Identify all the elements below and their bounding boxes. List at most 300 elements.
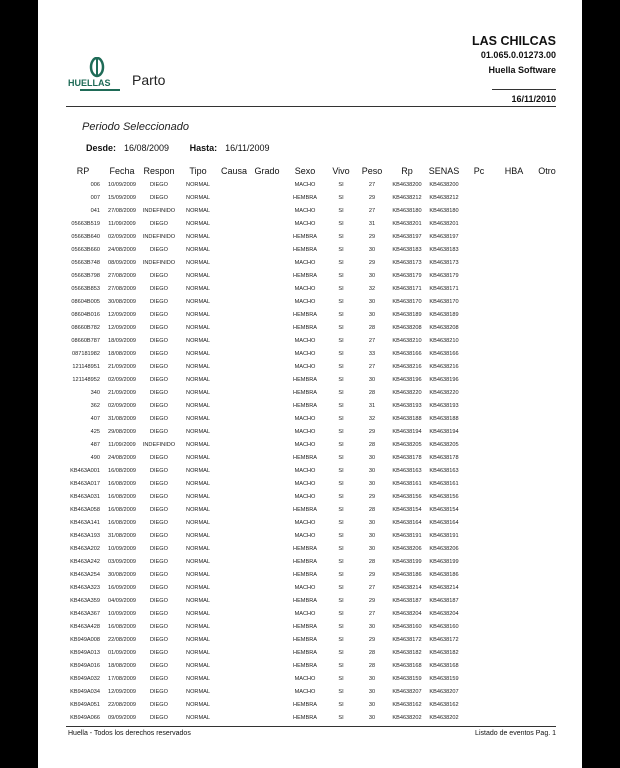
period-range <box>86 143 287 153</box>
table-cell: NORMAL <box>186 454 210 461</box>
table-cell <box>462 607 496 620</box>
period-title: Periodo Seleccionado <box>82 121 190 133</box>
table-cell: SI <box>338 532 344 539</box>
table-row <box>62 425 562 438</box>
column-header: Fecha <box>109 165 135 176</box>
table-cell: NORMAL <box>186 610 210 617</box>
table-cell <box>462 477 496 490</box>
table-cell: MACHO <box>294 363 316 370</box>
table-cell: DIEGO <box>149 623 169 630</box>
table-cell <box>496 334 532 347</box>
table-cell <box>532 308 562 321</box>
table-cell: 006 <box>90 181 100 188</box>
table-cell: SI <box>338 389 344 396</box>
table-cell <box>218 568 250 581</box>
table-cell <box>496 308 532 321</box>
table-cell: DIEGO <box>149 649 169 656</box>
table-cell: DIEGO <box>149 363 169 370</box>
table-cell: MACHO <box>294 441 316 448</box>
table-cell <box>532 698 562 711</box>
table-cell: 27 <box>368 363 376 370</box>
table-cell <box>250 516 284 529</box>
table-row <box>62 178 562 191</box>
table-cell: NORMAL <box>186 415 210 422</box>
table-row <box>62 412 562 425</box>
table-cell: INDEFINIDO <box>142 441 176 448</box>
table-cell: KB4638205 <box>429 441 459 448</box>
table-cell <box>218 490 250 503</box>
table-cell: 05663B748 <box>71 259 100 266</box>
table-cell: MACHO <box>294 467 316 474</box>
table-cell: 28 <box>368 558 376 565</box>
table-cell: KB4638201 <box>392 220 422 227</box>
table-cell: 12/09/2009 <box>108 688 136 695</box>
table-cell: 22/08/2009 <box>108 636 136 643</box>
table-cell: SI <box>338 623 344 630</box>
table-cell: KB4638172 <box>392 636 422 643</box>
table-cell <box>532 178 562 191</box>
table-cell <box>250 672 284 685</box>
table-cell <box>462 464 496 477</box>
table-cell: KB463A017 <box>70 480 100 487</box>
table-cell: 29 <box>368 493 376 500</box>
table-cell: KB463A323 <box>70 584 100 591</box>
footer-divider <box>66 726 556 727</box>
table-row <box>62 217 562 230</box>
table-cell <box>218 633 250 646</box>
table-cell: 10/09/2009 <box>108 181 136 188</box>
table-cell <box>250 334 284 347</box>
table-cell <box>462 360 496 373</box>
table-cell <box>496 178 532 191</box>
table-cell <box>250 204 284 217</box>
table-cell: 16/08/2009 <box>108 519 136 526</box>
table-cell: KB4638191 <box>429 532 459 539</box>
table-cell: KB463A242 <box>70 558 100 565</box>
table-cell: 30 <box>368 311 376 318</box>
table-cell: SI <box>338 701 344 708</box>
table-cell: KB4638194 <box>392 428 422 435</box>
table-cell: KB4638189 <box>392 311 422 318</box>
column-header: Vivo <box>332 165 350 176</box>
table-cell: 05663B798 <box>71 272 100 279</box>
table-cell <box>462 191 496 204</box>
table-cell: KB4638193 <box>429 402 459 409</box>
table-cell <box>462 711 496 724</box>
table-cell: DIEGO <box>149 337 169 344</box>
table-cell: DIEGO <box>149 324 169 331</box>
table-cell: KB949A032 <box>70 675 100 682</box>
table-row <box>62 529 562 542</box>
table-cell <box>250 412 284 425</box>
table-cell <box>496 659 532 672</box>
table-cell <box>218 308 250 321</box>
table-cell: DIEGO <box>149 402 169 409</box>
table-cell <box>218 412 250 425</box>
table-cell: HEMBRA <box>293 649 317 656</box>
table-cell: HEMBRA <box>293 454 317 461</box>
table-cell: DIEGO <box>149 194 169 201</box>
report-date: 16/11/2010 <box>511 94 556 104</box>
table-cell: SI <box>338 597 344 604</box>
table-row <box>62 594 562 607</box>
table-cell: NORMAL <box>186 532 210 539</box>
table-cell: KB4638180 <box>429 207 459 214</box>
table-cell: DIEGO <box>149 298 169 305</box>
table-cell: SI <box>338 441 344 448</box>
table-cell: 29 <box>368 428 376 435</box>
table-cell <box>250 490 284 503</box>
table-cell: NORMAL <box>186 636 210 643</box>
table-cell: DIEGO <box>149 181 169 188</box>
table-cell: KB4638160 <box>392 623 422 630</box>
table-cell <box>250 529 284 542</box>
table-cell <box>218 256 250 269</box>
table-cell: KB4638207 <box>392 688 422 695</box>
table-row <box>62 568 562 581</box>
table-cell <box>250 269 284 282</box>
table-cell: KB4638188 <box>392 415 422 422</box>
table-cell: HEMBRA <box>293 597 317 604</box>
table-cell: SI <box>338 272 344 279</box>
table-cell: KB4638194 <box>429 428 459 435</box>
table-cell: DIEGO <box>149 545 169 552</box>
table-cell: SI <box>338 259 344 266</box>
table-cell: HEMBRA <box>293 545 317 552</box>
table-cell <box>218 282 250 295</box>
table-cell <box>532 217 562 230</box>
table-cell: KB4638159 <box>429 675 459 682</box>
table-cell: 407 <box>90 415 100 422</box>
table-cell <box>532 516 562 529</box>
table-cell <box>496 438 532 451</box>
table-cell: NORMAL <box>186 233 210 240</box>
table-cell: SI <box>338 324 344 331</box>
table-cell <box>250 646 284 659</box>
table-cell: MACHO <box>294 610 316 617</box>
table-cell <box>532 412 562 425</box>
table-cell <box>218 659 250 672</box>
table-cell <box>532 542 562 555</box>
column-header: Pc <box>473 165 485 176</box>
table-cell: KB4638214 <box>429 584 459 591</box>
table-cell: 05663B660 <box>71 246 100 253</box>
table-cell <box>250 425 284 438</box>
table-cell: 22/08/2009 <box>108 701 136 708</box>
table-cell: DIEGO <box>149 688 169 695</box>
table-cell <box>250 178 284 191</box>
table-cell: 087181982 <box>72 350 100 357</box>
table-cell: DIEGO <box>149 701 169 708</box>
table-cell <box>496 217 532 230</box>
table-row <box>62 646 562 659</box>
table-cell <box>462 295 496 308</box>
table-cell <box>532 204 562 217</box>
table-cell: 340 <box>90 389 100 396</box>
table-cell: 08660B787 <box>71 337 100 344</box>
table-cell: KB4638182 <box>392 649 422 656</box>
table-cell: SI <box>338 636 344 643</box>
table-cell: SI <box>338 428 344 435</box>
table-cell: HEMBRA <box>293 324 317 331</box>
table-cell: KB4638156 <box>429 493 459 500</box>
table-cell: DIEGO <box>149 714 169 721</box>
table-cell: KB4638202 <box>392 714 422 721</box>
table-cell: 16/08/2009 <box>108 467 136 474</box>
table-cell <box>250 711 284 724</box>
table-cell: KB4638191 <box>392 532 422 539</box>
table-cell: DIEGO <box>149 662 169 669</box>
table-cell <box>496 269 532 282</box>
table-cell: DIEGO <box>149 506 169 513</box>
table-cell <box>462 451 496 464</box>
table-cell: 30 <box>368 701 376 708</box>
table-cell <box>496 646 532 659</box>
table-cell: DIEGO <box>149 220 169 227</box>
table-cell <box>532 321 562 334</box>
table-cell: KB4638199 <box>392 558 422 565</box>
table-cell: HEMBRA <box>293 662 317 669</box>
table-cell <box>532 477 562 490</box>
table-cell <box>532 451 562 464</box>
table-cell: KB4638154 <box>429 506 459 513</box>
table-row <box>62 672 562 685</box>
table-cell: DIEGO <box>149 675 169 682</box>
table-cell: SI <box>338 350 344 357</box>
table-cell <box>218 542 250 555</box>
table-cell <box>462 386 496 399</box>
table-cell <box>496 477 532 490</box>
table-cell <box>218 217 250 230</box>
from-value: 16/08/2009 <box>124 143 170 153</box>
table-cell: KB4638183 <box>429 246 459 253</box>
table-cell <box>496 672 532 685</box>
table-cell: 28 <box>368 389 376 396</box>
table-cell <box>496 204 532 217</box>
table-cell: KB4638178 <box>392 454 422 461</box>
table-cell: KB4638161 <box>392 480 422 487</box>
events-table <box>62 163 562 724</box>
table-cell <box>218 438 250 451</box>
table-cell: 10/09/2009 <box>108 545 136 552</box>
table-cell <box>250 373 284 386</box>
table-cell: 18/08/2009 <box>108 662 136 669</box>
table-cell <box>250 230 284 243</box>
table-cell <box>462 373 496 386</box>
table-cell: KB4638156 <box>392 493 422 500</box>
table-cell: SI <box>338 207 344 214</box>
table-cell: 425 <box>90 428 100 435</box>
table-cell: DIEGO <box>149 532 169 539</box>
table-cell <box>250 633 284 646</box>
table-cell: KB463A367 <box>70 610 100 617</box>
table-cell: NORMAL <box>186 441 210 448</box>
table-cell <box>250 659 284 672</box>
table-cell <box>462 334 496 347</box>
header-divider <box>66 106 556 107</box>
table-cell: MACHO <box>294 532 316 539</box>
table-cell: KB4638154 <box>392 506 422 513</box>
table-cell: DIEGO <box>149 350 169 357</box>
table-cell <box>532 243 562 256</box>
table-cell <box>218 581 250 594</box>
table-cell: DIEGO <box>149 597 169 604</box>
table-cell: 16/08/2009 <box>108 493 136 500</box>
table-cell: KB4638186 <box>392 571 422 578</box>
column-header: Causa <box>220 165 247 176</box>
table-cell <box>532 568 562 581</box>
table-cell <box>532 282 562 295</box>
table-cell <box>250 542 284 555</box>
table-cell <box>496 282 532 295</box>
table-cell: SI <box>338 571 344 578</box>
table-cell: NORMAL <box>186 649 210 656</box>
table-cell: NORMAL <box>186 467 210 474</box>
table-cell <box>250 568 284 581</box>
table-cell: KB463A058 <box>70 506 100 513</box>
table-cell: NORMAL <box>186 376 210 383</box>
table-cell: SI <box>338 246 344 253</box>
column-header: RP <box>76 165 90 176</box>
table-cell: 28 <box>368 649 376 656</box>
table-cell: 27 <box>368 337 376 344</box>
table-row <box>62 256 562 269</box>
table-cell: 30 <box>368 519 376 526</box>
table-cell <box>462 217 496 230</box>
table-cell <box>532 230 562 243</box>
table-cell: MACHO <box>294 688 316 695</box>
table-cell <box>250 321 284 334</box>
table-cell <box>250 464 284 477</box>
table-cell <box>462 490 496 503</box>
table-cell: KB4638178 <box>429 454 459 461</box>
table-cell <box>496 321 532 334</box>
table-cell <box>496 230 532 243</box>
table-cell <box>462 204 496 217</box>
table-cell <box>218 243 250 256</box>
table-cell: NORMAL <box>186 428 210 435</box>
table-cell: SI <box>338 688 344 695</box>
table-cell <box>218 230 250 243</box>
table-cell <box>532 581 562 594</box>
footer-page: Listado de eventos Pag. 1 <box>475 730 556 737</box>
table-cell: KB4638205 <box>392 441 422 448</box>
table-cell: KB463A359 <box>70 597 100 604</box>
table-cell: KB4638162 <box>429 701 459 708</box>
table-cell: NORMAL <box>186 324 210 331</box>
table-cell: 16/09/2009 <box>108 584 136 591</box>
table-cell: DIEGO <box>149 246 169 253</box>
table-cell: HEMBRA <box>293 389 317 396</box>
table-cell <box>250 360 284 373</box>
table-cell: KB4638160 <box>429 623 459 630</box>
table-cell: KB4638196 <box>429 376 459 383</box>
table-cell: 15/09/2009 <box>108 194 136 201</box>
table-cell <box>496 347 532 360</box>
table-cell: SI <box>338 298 344 305</box>
table-cell <box>218 607 250 620</box>
table-cell <box>218 685 250 698</box>
table-cell <box>218 334 250 347</box>
table-cell: KB463A254 <box>70 571 100 578</box>
table-cell: KB463A428 <box>70 623 100 630</box>
table-cell: KB4638214 <box>392 584 422 591</box>
table-cell <box>462 438 496 451</box>
table-cell <box>462 282 496 295</box>
table-cell: NORMAL <box>186 480 210 487</box>
table-cell <box>218 672 250 685</box>
table-cell <box>532 711 562 724</box>
table-row <box>62 516 562 529</box>
table-cell: MACHO <box>294 415 316 422</box>
table-cell: HEMBRA <box>293 194 317 201</box>
table-cell: 27 <box>368 181 376 188</box>
table-cell: SI <box>338 363 344 370</box>
table-cell <box>218 451 250 464</box>
table-cell: NORMAL <box>186 389 210 396</box>
table-cell: NORMAL <box>186 246 210 253</box>
table-cell: 30/08/2009 <box>108 298 136 305</box>
from-label: Desde: <box>86 143 117 153</box>
table-cell <box>462 503 496 516</box>
table-cell: 12/09/2009 <box>108 324 136 331</box>
table-cell <box>496 243 532 256</box>
table-cell: NORMAL <box>186 285 210 292</box>
table-row <box>62 685 562 698</box>
company-name: LAS CHILCAS <box>471 34 556 48</box>
table-cell <box>462 594 496 607</box>
table-row <box>62 373 562 386</box>
table-cell <box>218 373 250 386</box>
table-row <box>62 282 562 295</box>
table-cell: KB4638200 <box>392 181 422 188</box>
table-cell <box>462 230 496 243</box>
table-cell: NORMAL <box>186 571 210 578</box>
table-cell <box>532 490 562 503</box>
table-cell: 30 <box>368 532 376 539</box>
table-cell: DIEGO <box>149 636 169 643</box>
table-cell: KB4638201 <box>429 220 459 227</box>
table-cell <box>462 685 496 698</box>
table-cell <box>250 620 284 633</box>
table-cell: KB949A008 <box>70 636 100 643</box>
table-cell: SI <box>338 181 344 188</box>
table-cell: DIEGO <box>149 272 169 279</box>
table-row <box>62 438 562 451</box>
table-cell: KB4638173 <box>429 259 459 266</box>
column-header: Tipo <box>189 165 207 176</box>
table-cell: KB4638164 <box>429 519 459 526</box>
table-cell: KB4638188 <box>429 415 459 422</box>
table-row <box>62 711 562 724</box>
table-cell <box>250 295 284 308</box>
table-cell: KB4638216 <box>392 363 422 370</box>
table-cell <box>462 659 496 672</box>
table-cell: KB4638197 <box>429 233 459 240</box>
table-cell: DIEGO <box>149 610 169 617</box>
table-cell: KB4638200 <box>429 181 459 188</box>
table-cell <box>218 191 250 204</box>
table-cell <box>250 477 284 490</box>
table-cell <box>218 425 250 438</box>
table-cell: NORMAL <box>186 259 210 266</box>
table-cell: INDEFINIDO <box>142 207 176 214</box>
table-cell: NORMAL <box>186 207 210 214</box>
table-cell: 18/09/2009 <box>108 337 136 344</box>
table-cell: SI <box>338 454 344 461</box>
table-cell: KB4638183 <box>392 246 422 253</box>
table-cell <box>532 373 562 386</box>
